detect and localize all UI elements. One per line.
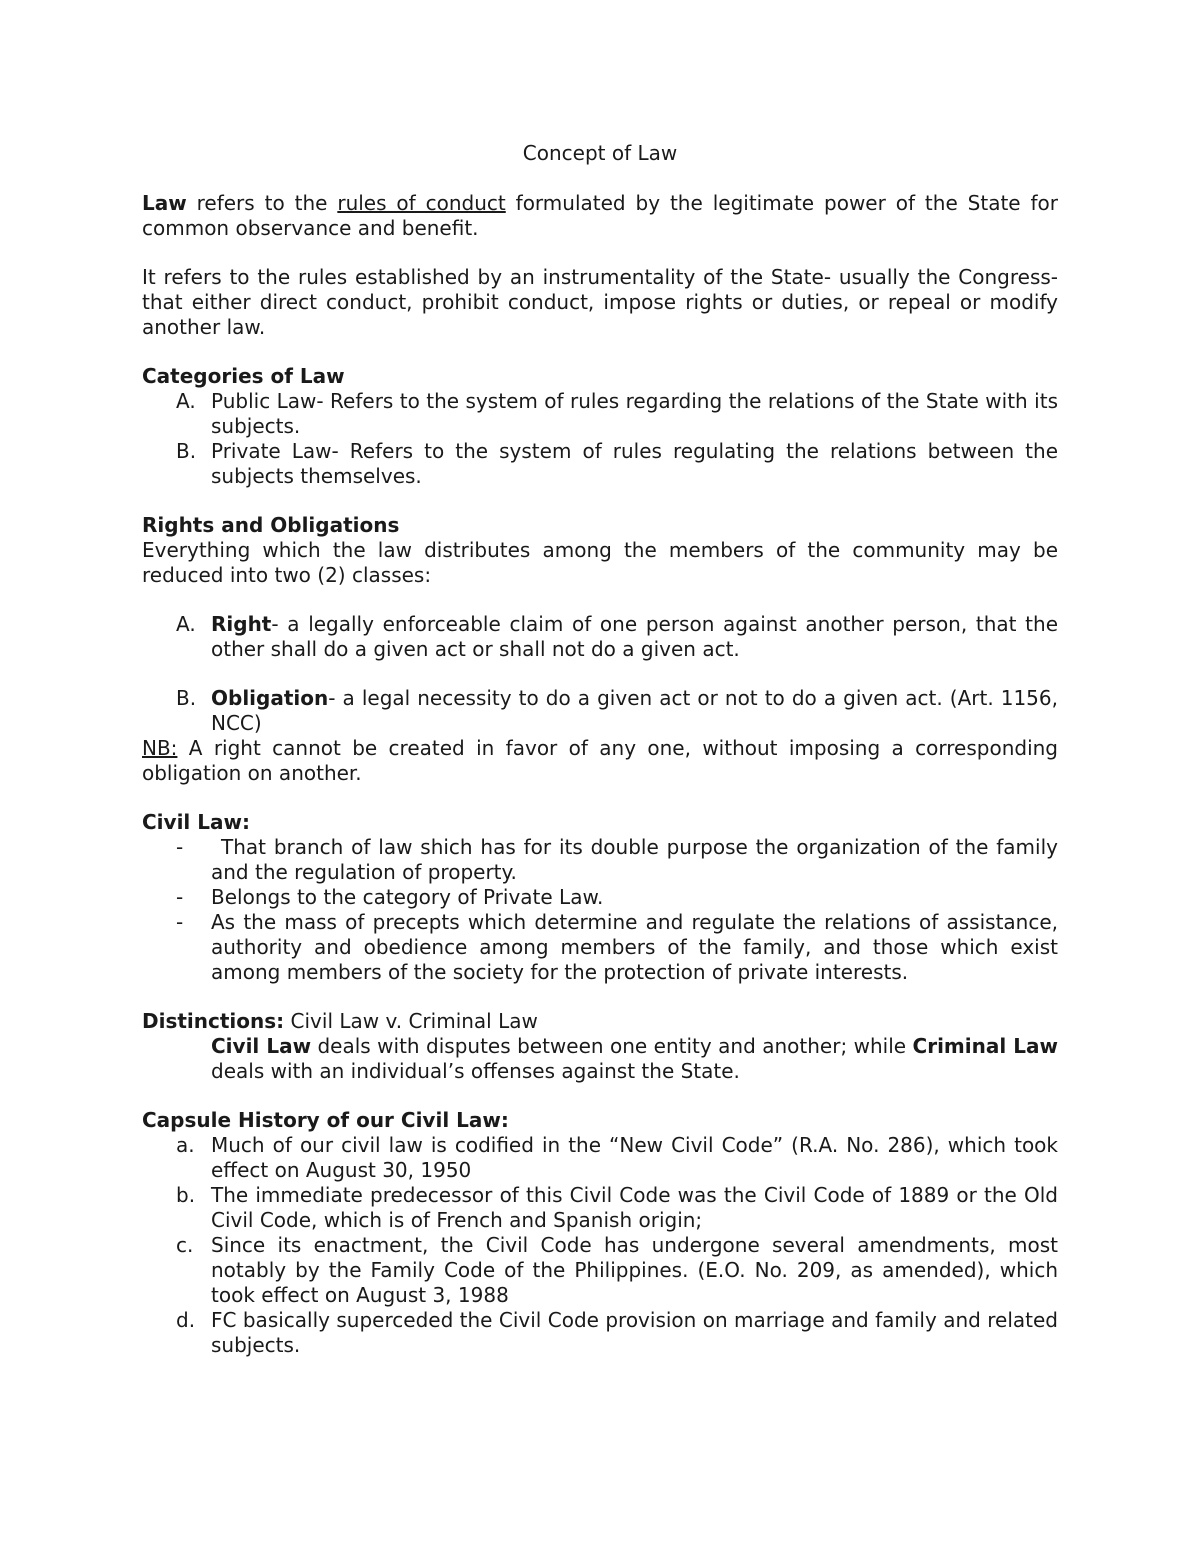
list-marker: b.	[176, 1183, 196, 1207]
list-item-text: Since its enactment, the Civil Code has undergone several amendments, most notably by the Family Code of the Philippines. (E.O. No. 209, as amended), which took effect on August 3, 1988	[211, 1233, 1058, 1307]
list-item-text: The immediate predecessor of this Civil Code was the Civil Code of 1889 or the Old Civil Code, which is of French and Spanish origin;	[211, 1183, 1058, 1232]
law-term: Law	[142, 191, 187, 215]
law-definition-text-2: formulated by the legitimate power of the State for common observance and benefit.	[142, 191, 1059, 240]
list-item-text: FC basically superceded the Civil Code provision on marriage and family and related subjects.	[211, 1308, 1058, 1357]
list-item-text: Belongs to the category of Private Law.	[211, 885, 604, 909]
history-list	[142, 1133, 1058, 1358]
categories-heading: Categories of Law	[142, 364, 345, 388]
list-item	[142, 1183, 1058, 1233]
list-item-text: Public Law- Refers to the system of rules regarding the relations of the State with its subjects.	[211, 389, 1058, 438]
list-item-text: - a legally enforceable claim of one person against another person, that the other shall do a given act or shall not do a given act.	[211, 612, 1058, 661]
list-marker: -	[176, 910, 184, 934]
rules-of-conduct-text: rules of conduct	[337, 191, 506, 215]
rights-intro: Everything which the law distributes among the members of the community may be reduced into two (2) classes:	[142, 538, 1058, 587]
rights-heading: Rights and Obligations	[142, 513, 400, 537]
rights-list	[142, 612, 1058, 662]
list-item-text: Much of our civil law is codified in the “New Civil Code” (R.A. No. 286), which took effect on August 30, 1950	[211, 1133, 1058, 1182]
list-marker: a.	[176, 1133, 195, 1157]
nb-label: NB:	[142, 736, 178, 760]
list-item	[142, 612, 1058, 662]
distinctions-subtitle: Civil Law v. Criminal Law	[284, 1009, 538, 1033]
list-marker: A.	[176, 612, 196, 636]
distinctions-heading-line	[142, 1009, 1058, 1034]
list-marker: A.	[176, 389, 196, 413]
list-item	[142, 1233, 1058, 1308]
list-marker: B.	[176, 686, 197, 710]
list-item	[142, 439, 1058, 489]
list-marker: -	[176, 885, 184, 909]
distinctions-text-2: deals with an individual’s offenses against the State.	[211, 1059, 740, 1083]
list-marker: B.	[176, 439, 197, 463]
list-item	[142, 686, 1058, 736]
civil-law-list	[142, 835, 1058, 985]
list-item-text: As the mass of precepts which determine and regulate the relations of assistance, authority and obedience among members of the family, and those which exist among members of the society for the protection of private interests.	[211, 910, 1058, 984]
list-item	[142, 1308, 1058, 1358]
list-item-text: That branch of law shich has for its double purpose the organization of the family and the regulation of property.	[211, 835, 1058, 884]
criminal-law-term: Criminal Law	[912, 1034, 1058, 1058]
history-heading: Capsule History of our Civil Law:	[142, 1108, 509, 1132]
list-item-text: Private Law- Refers to the system of rules regulating the relations between the subjects themselves.	[211, 439, 1058, 488]
obligation-term: Obligation	[211, 686, 329, 710]
law-definition	[142, 191, 1058, 241]
distinctions-heading: Distinctions:	[142, 1009, 285, 1033]
civil-law-heading: Civil Law:	[142, 810, 250, 834]
list-marker: c.	[176, 1233, 194, 1257]
document-page	[142, 140, 1058, 1358]
list-marker: -	[176, 835, 184, 859]
list-item	[142, 910, 1058, 985]
civil-law-term: Civil Law	[211, 1034, 312, 1058]
nb-text: A right cannot be created in favor of any one, without imposing a corresponding obligation on another.	[142, 736, 1058, 785]
list-item	[142, 389, 1058, 439]
page-title: Concept of Law	[522, 141, 678, 165]
law-definition-text-1: refers to the	[186, 191, 338, 215]
list-item	[142, 885, 1058, 910]
distinctions-body	[142, 1034, 1058, 1084]
obligation-list	[142, 686, 1058, 736]
list-marker: d.	[176, 1308, 196, 1332]
distinctions-text-1: deals with disputes between one entity and another; while	[311, 1034, 913, 1058]
list-item-text: - a legal necessity to do a given act or not to do a given act. (Art. 1156, NCC)	[211, 686, 1058, 735]
categories-list	[142, 389, 1058, 489]
nb-note	[142, 736, 1058, 786]
list-item	[142, 1133, 1058, 1183]
right-term: Right	[211, 612, 272, 636]
law-refers-paragraph: It refers to the rules established by an instrumentality of the State- usually the Congress- that either direct conduct, prohibit conduct, impose rights or duties, or repeal or modify another law.	[142, 265, 1058, 339]
list-item	[142, 835, 1058, 885]
